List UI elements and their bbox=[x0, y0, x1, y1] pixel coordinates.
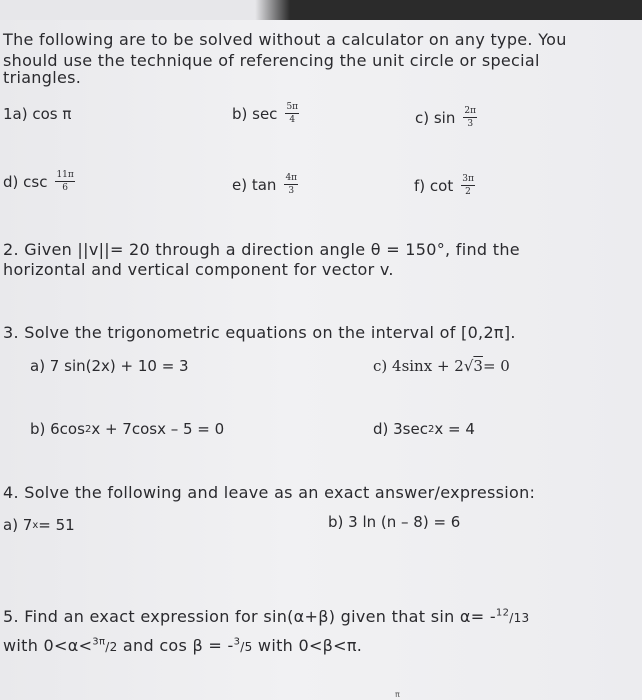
q1f-denominator: 2 bbox=[465, 187, 471, 197]
q3b-pre: b) 6cos bbox=[30, 420, 85, 438]
q1e-denominator: 3 bbox=[288, 186, 295, 196]
q1f-fraction bbox=[461, 174, 475, 197]
q1f bbox=[414, 174, 475, 197]
q1a bbox=[3, 105, 71, 123]
q1b-label: b) sec bbox=[232, 104, 278, 123]
q3b-exponent: 2 bbox=[84, 423, 92, 435]
q1b-numerator: 5π bbox=[286, 102, 299, 112]
q4b: b) 3 ln (n – 8) = 6 bbox=[328, 513, 461, 531]
q4a bbox=[3, 516, 75, 534]
dark-top-edge bbox=[0, 0, 642, 20]
q5-line1-text: 5. Find an exact expression for sin(α+β) given that sin α= - bbox=[3, 607, 496, 626]
q5-line2-post: with 0<β<π. bbox=[252, 636, 363, 655]
q5-line2-numerator: 3π bbox=[92, 636, 106, 648]
q1d-fraction bbox=[55, 170, 74, 193]
q1b-fraction bbox=[285, 102, 299, 125]
q3b-post: x + 7cosx – 5 = 0 bbox=[91, 420, 225, 438]
q5-line1-denominator: /13 bbox=[509, 611, 530, 625]
q5-line1-numerator: 12 bbox=[495, 607, 510, 619]
q5-line-1 bbox=[3, 607, 529, 626]
q1c-numerator: 2π bbox=[464, 106, 477, 116]
q3c-post: = 0 bbox=[482, 357, 510, 375]
q1c-fraction bbox=[463, 106, 477, 129]
q1d bbox=[3, 170, 75, 193]
q1c bbox=[415, 106, 477, 129]
q3d-exponent: 2 bbox=[427, 423, 435, 435]
q5-line2-mid: and cos β = - bbox=[117, 636, 234, 655]
q1b-denominator: 4 bbox=[289, 115, 296, 125]
q1c-denominator: 3 bbox=[467, 119, 474, 129]
q1b bbox=[232, 102, 299, 125]
q4a-exponent: x bbox=[32, 519, 39, 531]
q4a-post: = 51 bbox=[38, 516, 75, 534]
q3a: a) 7 sin(2x) + 10 = 3 bbox=[30, 357, 189, 375]
q1d-label: d) csc bbox=[3, 172, 48, 191]
q4a-pre: a) 7 bbox=[3, 516, 33, 534]
q1d-denominator: 6 bbox=[62, 183, 68, 193]
q2-line-2: horizontal and vertical component for vector v. bbox=[3, 260, 394, 279]
q1d-numerator: 11π bbox=[56, 170, 74, 180]
q3d-post: x = 4 bbox=[434, 420, 475, 438]
q3d-pre: d) 3sec bbox=[373, 420, 428, 438]
q5-line-2 bbox=[3, 636, 362, 655]
footer-mark: π bbox=[395, 690, 400, 699]
q3-heading: 3. Solve the trigonometric equations on the interval of [0,2π]. bbox=[3, 323, 516, 342]
q3c-pre: c) 4sinx + 2 bbox=[373, 357, 464, 375]
q1e-fraction bbox=[284, 173, 298, 196]
q1e-label: e) tan bbox=[232, 175, 277, 194]
q3d bbox=[373, 420, 475, 438]
q1e bbox=[232, 173, 298, 196]
q1a-label: 1a) cos π bbox=[3, 105, 72, 123]
intro-line-1: The following are to be solved without a calculator on any type. You bbox=[3, 30, 567, 49]
q5-line2-pre: with 0<α< bbox=[3, 636, 93, 655]
q5-line2-numerator-2: 3 bbox=[233, 636, 241, 648]
q5-line2-denominator-2: /5 bbox=[240, 640, 253, 654]
intro-line-2: should use the technique of referencing the unit circle or special bbox=[3, 51, 540, 70]
q1f-label: f) cot bbox=[414, 176, 454, 195]
q5-line2-denominator: /2 bbox=[105, 640, 118, 654]
q2-line-1: 2. Given ||v||= 20 through a direction angle θ = 150°, find the bbox=[3, 240, 520, 259]
q3c bbox=[373, 357, 510, 375]
q3c-radical-sign: √ bbox=[463, 357, 474, 375]
q3b bbox=[30, 420, 224, 438]
q3c-radicand: 3 bbox=[473, 357, 483, 375]
q1e-numerator: 4π bbox=[285, 173, 298, 183]
q1f-numerator: 3π bbox=[462, 174, 474, 184]
q4-heading: 4. Solve the following and leave as an exact answer/expression: bbox=[3, 483, 536, 502]
q1c-label: c) sin bbox=[415, 108, 456, 127]
intro-line-3: triangles. bbox=[3, 68, 82, 87]
